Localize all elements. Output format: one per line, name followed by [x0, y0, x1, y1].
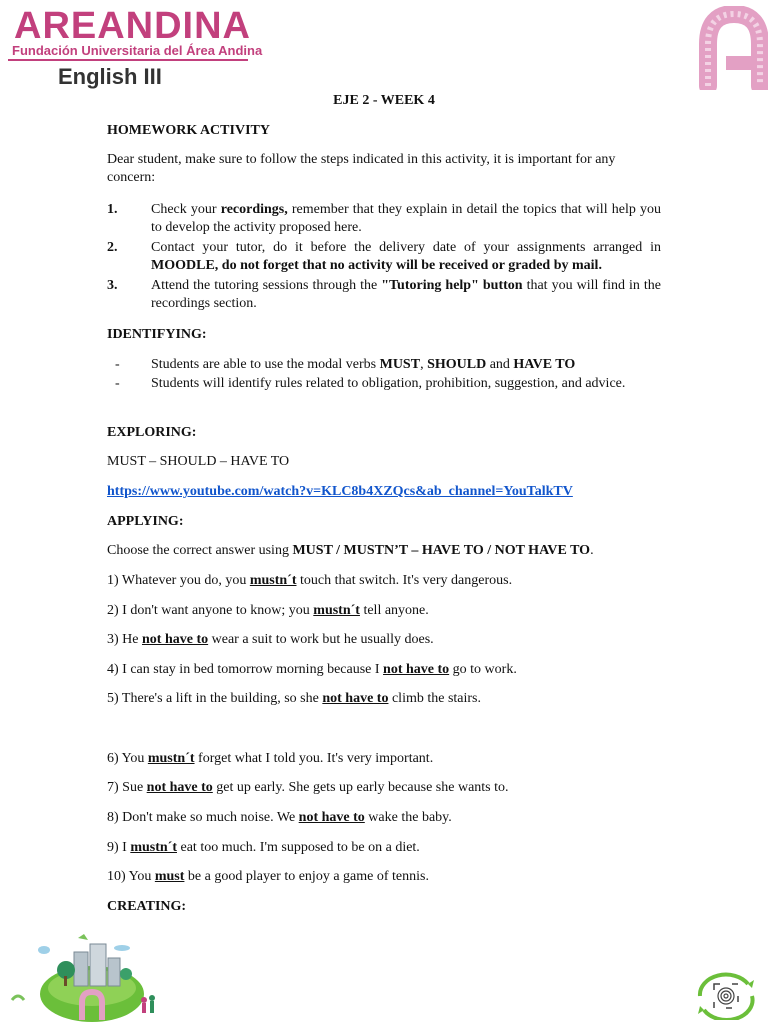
exercise-sentence: 6) You mustn´t forget what I told you. It's very important.	[107, 751, 434, 766]
exercise-sentence: 2) I don't want anyone to know; you mustn´t tell anyone.	[107, 603, 429, 618]
exercise-sentence: 10) You must be a good player to enjoy a game of tennis.	[107, 869, 429, 884]
exploring-heading: EXPLORING:	[107, 425, 197, 440]
areandina-a-icon	[698, 6, 768, 90]
creating-heading: CREATING:	[107, 899, 187, 914]
identifying-item: Students are able to use the modal verbs MUST, SHOULD and HAVE TO	[151, 357, 576, 372]
applying-heading: APPLYING:	[107, 514, 184, 529]
brand-logo-text: AREANDINA	[14, 5, 251, 47]
step-number: 2.	[107, 240, 118, 255]
eco-city-illustration	[8, 930, 168, 1022]
homework-heading: HOMEWORK ACTIVITY	[107, 123, 270, 138]
brand-subtitle: Fundación Universitaria del Área Andina	[12, 43, 263, 58]
exercise-sentence: 9) I mustn´t eat too much. I'm supposed to be on a diet.	[107, 840, 420, 855]
step-text: Contact your tutor, do it before the delivery date of your assignments arranged in MOODLE, do not forget that no activity will be received or graded by mail.	[151, 240, 661, 273]
exploring-topic: MUST – SHOULD – HAVE TO	[107, 454, 290, 469]
exercise-sentence: 1) Whatever you do, you mustn´t touch that switch. It's very dangerous.	[107, 573, 513, 588]
course-title: English III	[58, 64, 162, 89]
exercise-sentence: 7) Sue not have to get up early. She gets up early because she wants to.	[107, 780, 509, 795]
exercise-sentence: 4) I can stay in bed tomorrow morning because I not have to go to work.	[107, 662, 517, 677]
step-number: 3.	[107, 278, 118, 293]
step-text: Check your recordings, remember that they explain in detail the topics that will help you to develop the activity proposed here.	[151, 202, 661, 235]
exercise-sentence: 5) There's a lift in the building, so she not have to climb the stairs.	[107, 691, 482, 706]
identifying-item: Students will identify rules related to obligation, prohibition, suggestion, and advice.	[151, 376, 626, 391]
applying-instructions: Choose the correct answer using MUST / MUSTN’T – HAVE TO / NOT HAVE TO.	[107, 543, 594, 558]
exercise-sentence: 8) Don't make so much noise. We not have to wake the baby.	[107, 810, 452, 825]
intro-paragraph: Dear student, make sure to follow the steps indicated in this activity, it is important for any concern:	[107, 152, 616, 185]
bullet-dash: -	[115, 376, 120, 391]
step-number: 1.	[107, 202, 118, 217]
youtube-link-line	[107, 483, 661, 501]
identifying-heading: IDENTIFYING:	[107, 327, 207, 342]
exercise-sentence: 3) He not have to wear a suit to work but he usually does.	[107, 632, 434, 647]
youtube-link[interactable]: https://www.youtube.com/watch?v=KLC8b4XZQcs&ab_channel=YouTalkTV	[107, 484, 573, 499]
fingerprint-icon	[690, 972, 762, 1020]
bullet-dash: -	[115, 357, 120, 372]
eje-week-heading: EJE 2 - WEEK 4	[333, 93, 435, 108]
header-divider	[8, 59, 248, 61]
step-text: Attend the tutoring sessions through the "Tutoring help" button that you will find in the recordings section.	[151, 278, 662, 311]
